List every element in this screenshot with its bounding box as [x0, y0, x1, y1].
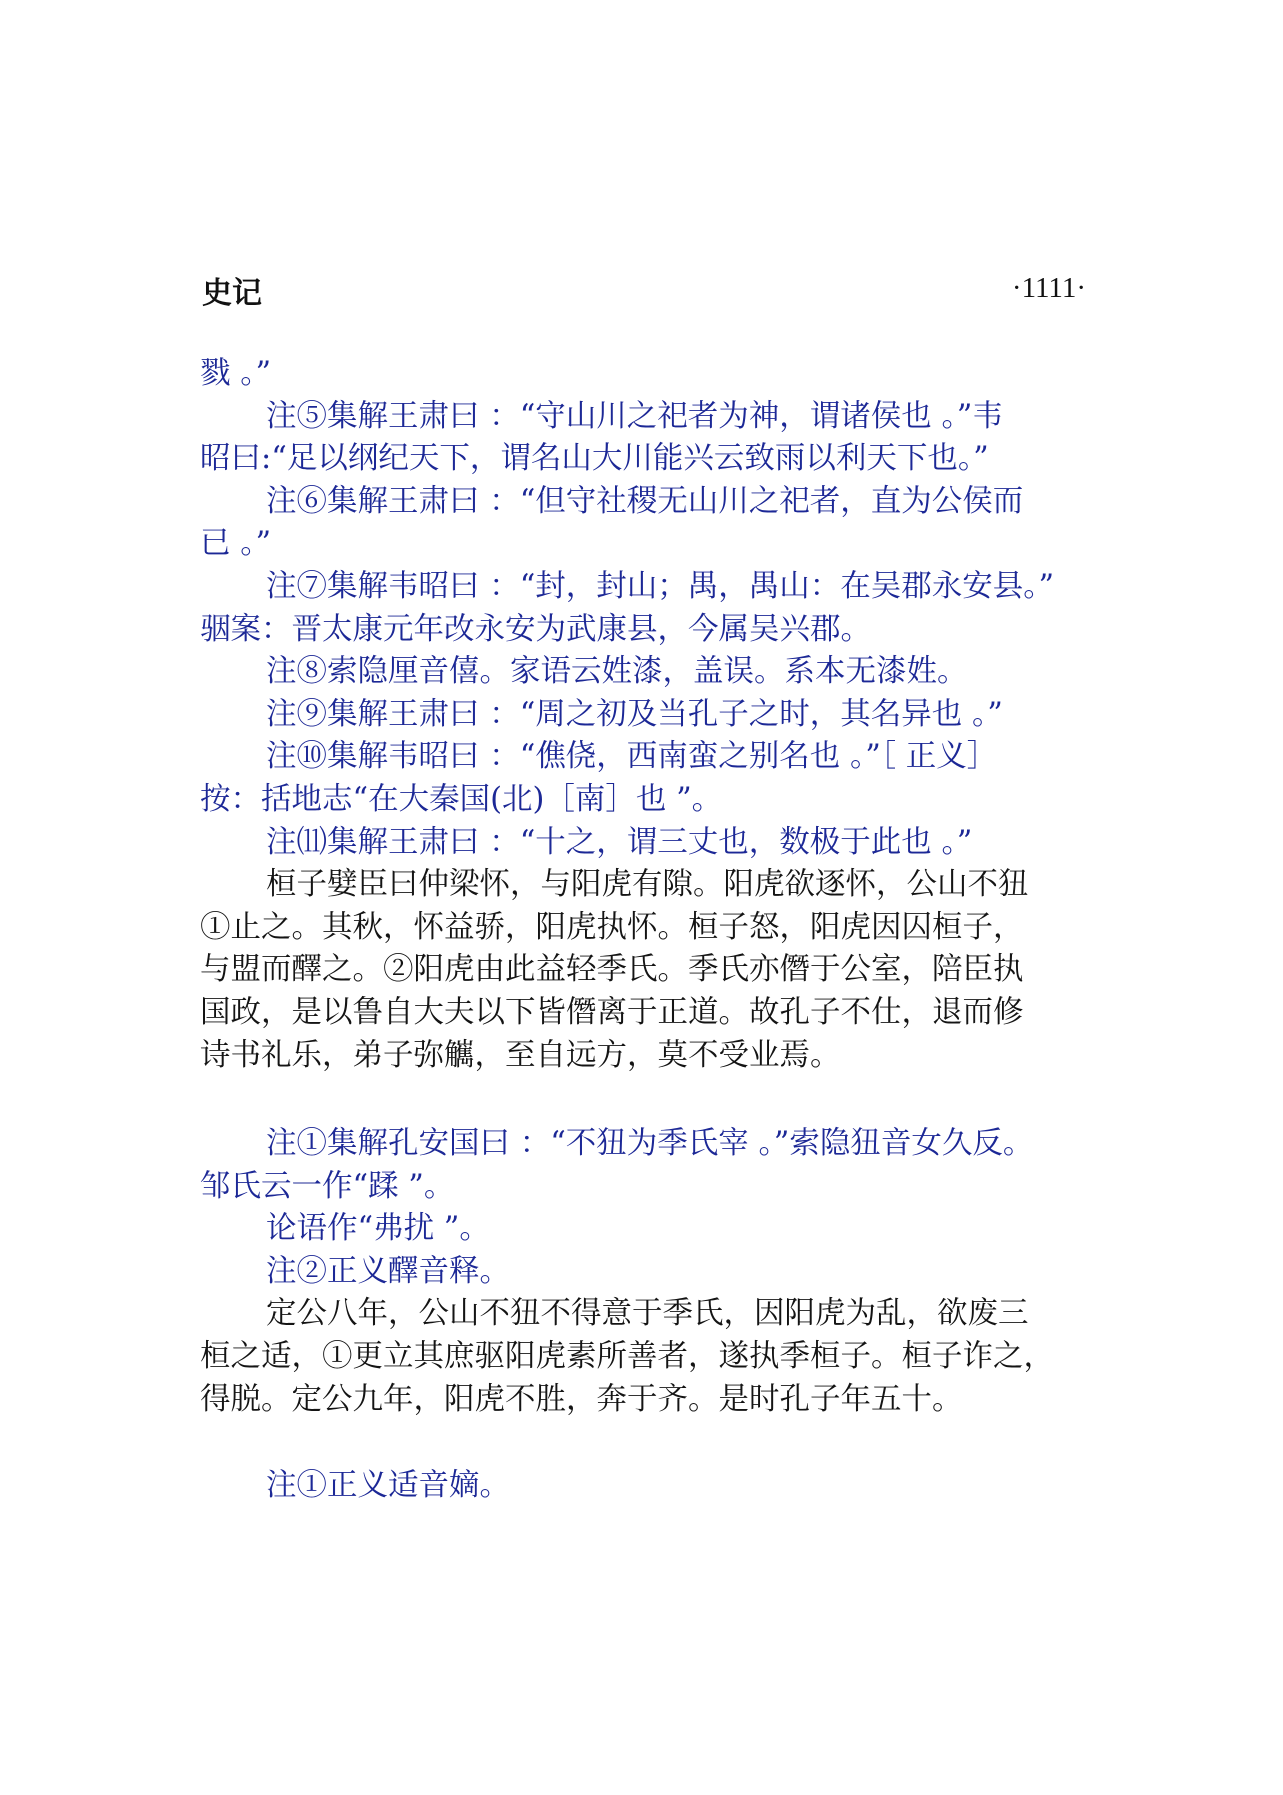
text-line: 注①集解孔安国曰 ：“不狃为季氏宰 。”索隐狃音女久反。 — [266, 1126, 1034, 1162]
book-title: 史记 — [202, 276, 262, 311]
text-line: 昭曰:“足以纲纪天下，谓名山大川能兴云致雨以利天下也。” — [200, 441, 989, 477]
text-line: 注⑾集解王肃曰 ：“十之，谓三丈也，数极于此也 。” — [266, 824, 973, 860]
text-line: 诗书礼乐，弟子弥觽，至自远方，莫不受业焉。 — [200, 1037, 841, 1073]
text-line: 国政，是以鲁自大夫以下皆僭离于正道。故孔子不仕，退而修 — [200, 994, 1024, 1030]
text-line: 与盟而醳之。②阳虎由此益轻季氏。季氏亦僭于公室，陪臣执 — [200, 952, 1024, 988]
paragraph-gap — [200, 1421, 1100, 1465]
text-line: 骃案：晋太康元年改永安为武康县，今属吴兴郡。 — [200, 611, 871, 647]
text-line: 注①正义适音嫡。 — [266, 1468, 510, 1504]
text-line: 注⑩集解韦昭曰 ：“僬侥，西南蛮之别名也 。”［ 正义］ — [266, 739, 998, 775]
text-line: 注②正义醳音释。 — [266, 1253, 510, 1289]
text-line: 注⑤集解王肃曰 ：“守山川之祀者为神，谓诸侯也 。”韦 — [266, 398, 1003, 434]
text-line: 按：括地志“在大秦国(北)［南］也 ”。 — [200, 781, 723, 817]
page-number: ·1111· — [1011, 272, 1086, 304]
text-line: 注⑥集解王肃曰 ：“但守社稷无山川之祀者，直为公侯而 — [266, 483, 1024, 519]
text-line: 已 。” — [200, 526, 272, 562]
text-line: 注⑧索隐厘音僖。家语云姓漆，盖误。系本无漆姓。 — [266, 654, 968, 690]
text-line: 戮 。” — [200, 356, 272, 391]
paragraph-gap — [200, 1077, 1100, 1123]
text-line: 定公八年，公山不狃不得意于季氏，因阳虎为乱，欲废三 — [266, 1296, 1029, 1332]
text-line: 邹氏云一作“蹂 ”。 — [200, 1168, 455, 1204]
page-header — [202, 268, 1086, 312]
text-line: 桓子嬖臣曰仲梁怀，与阳虎有隙。阳虎欲逐怀，公山不狃 — [266, 867, 1029, 903]
page-body — [200, 353, 1100, 1508]
text-line: 得脱。定公九年，阳虎不胜，奔于齐。是时孔子年五十。 — [200, 1381, 963, 1417]
text-line: 桓之适，①更立其庶驱阳虎素所善者，遂执季桓子。桓子诈之， — [200, 1339, 1054, 1375]
text-line: ①止之。其秋，怀益骄，阳虎执怀。桓子怒，阳虎因囚桓子， — [200, 909, 1024, 945]
text-line: 注⑨集解王肃曰 ：“周之初及当孔子之时，其名异也 。” — [266, 696, 1003, 732]
text-line: 注⑦集解韦昭曰 ：“封，封山；禺，禺山：在吴郡永安县。” — [266, 568, 1055, 604]
text-line: 论语作“弗扰 ”。 — [266, 1211, 490, 1247]
